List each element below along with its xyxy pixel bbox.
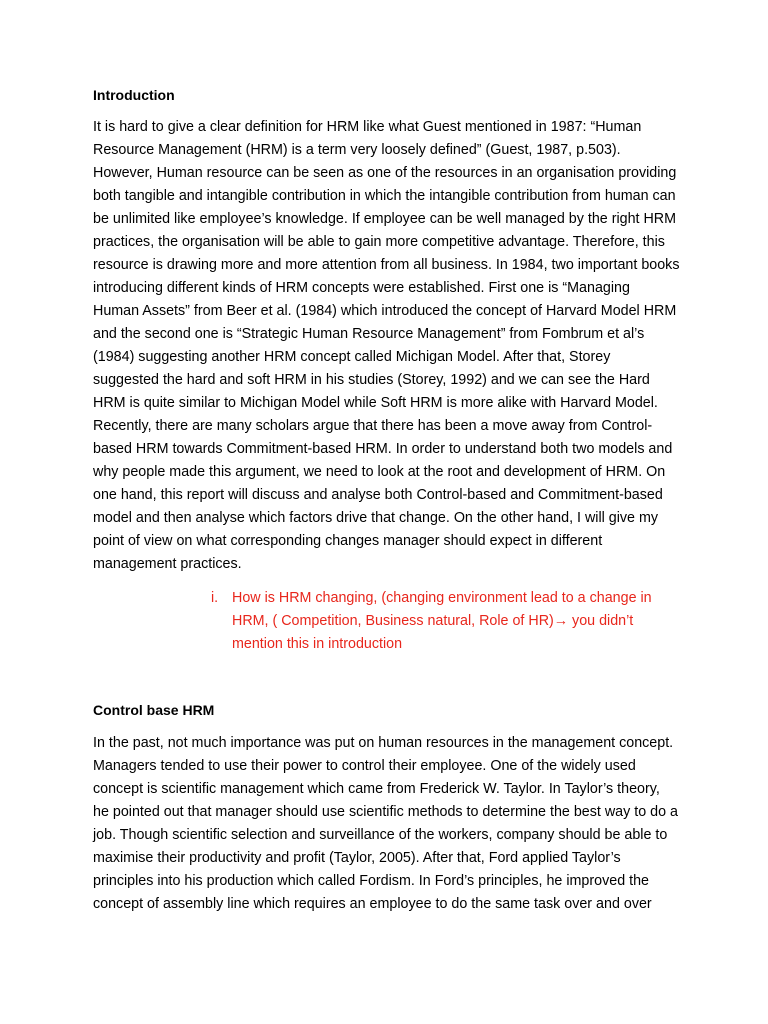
paragraph-line: one hand, this report will discuss and analyse both Control-based and Commitment-based xyxy=(93,487,663,503)
paragraph-line: maximise their productivity and profit (Taylor, 2005). After that, Ford applied Taylor’s xyxy=(93,850,621,866)
paragraph-line: point of view on what corresponding changes manager should expect in different xyxy=(93,533,603,549)
introduction-heading: Introduction xyxy=(93,87,175,103)
paragraph-line: suggested the hard and soft HRM in his studies (Storey, 1992) and we can see the Hard xyxy=(93,372,650,388)
introduction-paragraph xyxy=(93,116,683,576)
paragraph-line: (1984) suggesting another HRM concept called Michigan Model. After that, Storey xyxy=(93,349,611,365)
comment-line: mention this in introduction xyxy=(232,636,403,652)
control-base-hrm-heading: Control base HRM xyxy=(93,702,215,718)
paragraph-line: and the second one is “Strategic Human Resource Management” from Fombrum et al’s xyxy=(93,326,645,342)
paragraph-line: job. Though scientific selection and surveillance of the workers, company should be able to xyxy=(93,827,668,843)
paragraph-line: based HRM towards Commitment-based HRM. In order to understand both two models and xyxy=(93,441,673,457)
paragraph-line: Managers tended to use their power to control their employee. One of the widely used xyxy=(93,758,636,774)
paragraph-line: model and then analyse which factors drive that change. On the other hand, I will give my xyxy=(93,510,659,526)
paragraph-line: It is hard to give a clear definition for HRM like what Guest mentioned in 1987: “Human xyxy=(93,119,642,135)
paragraph-line: concept is scientific management which came from Frederick W. Taylor. In Taylor’s theory, xyxy=(93,781,660,797)
paragraph-line: be unlimited like employee’s knowledge. If employee can be well managed by the right HRM xyxy=(93,211,677,227)
paragraph-line: Resource Management (HRM) is a term very loosely defined” (Guest, 1987, p.503). xyxy=(93,142,621,158)
paragraph-line: Recently, there are many scholars argue that there has been a move away from Control- xyxy=(93,418,653,434)
paragraph-line: resource is drawing more and more attention from all business. In 1984, two important books xyxy=(93,257,680,273)
paragraph-line: management practices. xyxy=(93,556,242,572)
paragraph-line: concept of assembly line which requires an employee to do the same task over and over xyxy=(93,896,652,912)
comment-line: How is HRM changing, (changing environment lead to a change in xyxy=(232,590,652,606)
control-base-paragraph xyxy=(93,732,683,916)
paragraph-line: Human Assets” from Beer et al. (1984) which introduced the concept of Harvard Model HRM xyxy=(93,303,677,319)
paragraph-line: However, Human resource can be seen as one of the resources in an organisation providing xyxy=(93,165,677,181)
comment-number: i. xyxy=(211,590,219,606)
paragraph-line: HRM is quite similar to Michigan Model while Soft HRM is more alike with Harvard Model. xyxy=(93,395,658,411)
paragraph-line: introducing different kinds of HRM concepts were established. First one is “Managing xyxy=(93,280,630,296)
paragraph-line: he pointed out that manager should use scientific methods to determine the best way to do a xyxy=(93,804,678,820)
review-comment xyxy=(211,587,691,656)
comment-line: HRM, ( Competition, Business natural, Role of HR)→ you didn’t xyxy=(232,613,634,629)
paragraph-line: why people made this argument, we need to look at the root and development of HRM. On xyxy=(93,464,666,480)
paragraph-line: In the past, not much importance was put on human resources in the management concept. xyxy=(93,735,674,751)
paragraph-line: practices, the organisation will be able to gain more competitive advantage. Therefore, this xyxy=(93,234,665,250)
paragraph-line: both tangible and intangible contribution in which the intangible contribution from human can xyxy=(93,188,676,204)
paragraph-line: principles into his production which called Fordism. In Ford’s principles, he improved the xyxy=(93,873,649,889)
